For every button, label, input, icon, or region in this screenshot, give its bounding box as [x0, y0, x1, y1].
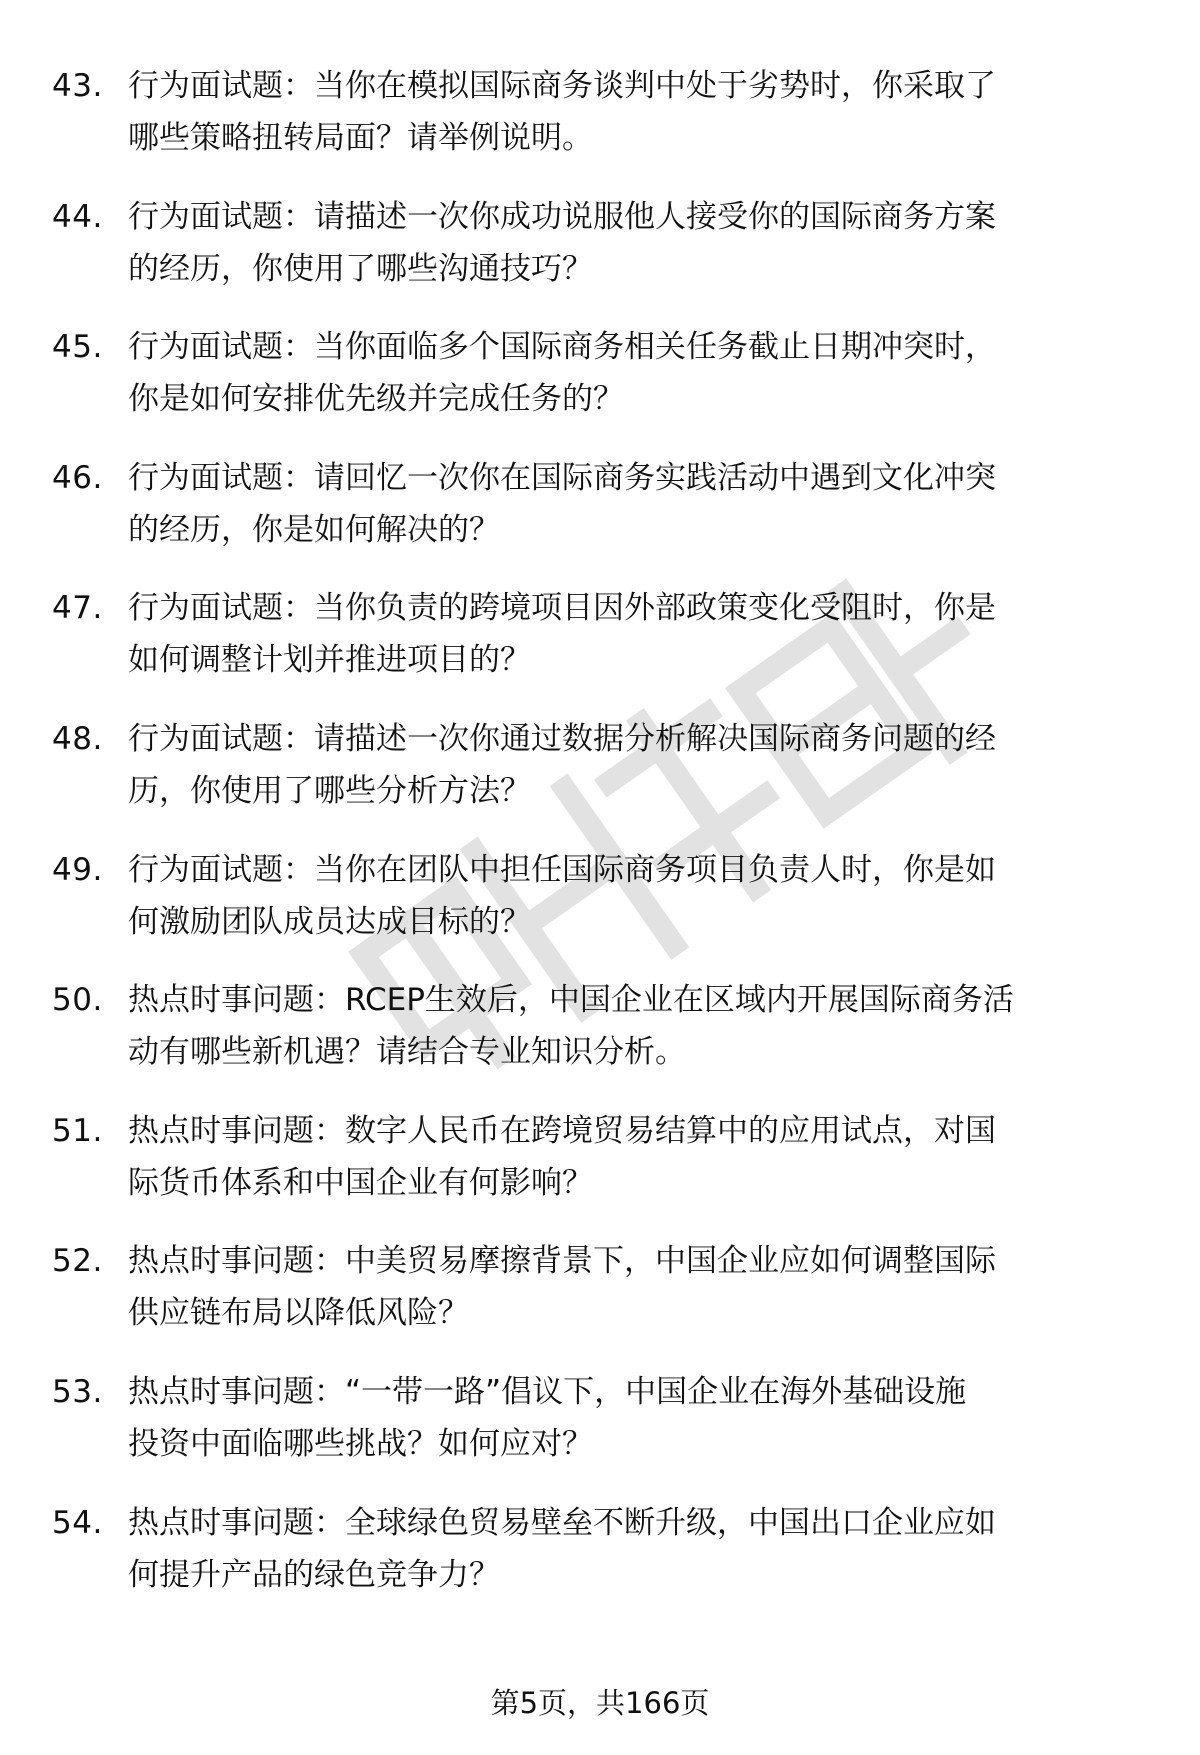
question-item	[0, 1235, 1200, 1366]
question-number: 50.	[52, 982, 103, 1019]
question-text-line: 热点时事问题：数字人民币在跨境贸易结算中的应用试点，对国	[128, 1112, 996, 1149]
question-text-line: 如何调整计划并推进项目的？	[128, 642, 531, 679]
question-item	[0, 1366, 1200, 1497]
question-item	[0, 321, 1200, 452]
question-number: 48.	[52, 720, 103, 757]
question-text	[128, 321, 1148, 425]
question-text-line: 行为面试题：请回忆一次你在国际商务实践活动中遇到文化冲突	[128, 459, 996, 496]
question-number: 53.	[52, 1373, 103, 1410]
question-number: 54.	[52, 1504, 103, 1541]
question-text-line: 行为面试题：当你在团队中担任国际商务项目负责人时，你是如	[128, 851, 996, 888]
question-text-line: 你是如何安排优先级并完成任务的？	[128, 381, 624, 418]
question-text-line: 行为面试题：请描述一次你成功说服他人接受你的国际商务方案	[128, 198, 996, 235]
question-text-line: 何提升产品的绿色竞争力？	[128, 1556, 500, 1593]
question-text-line: 供应链布局以降低风险？	[128, 1295, 469, 1332]
page-footer: 第5页，共166页	[490, 1686, 710, 1720]
question-text-line: 投资中面临哪些挑战？如何应对？	[128, 1425, 593, 1462]
question-text	[128, 60, 1148, 164]
question-text	[128, 1497, 1148, 1601]
question-item	[0, 191, 1200, 322]
question-item	[0, 844, 1200, 975]
question-text	[128, 844, 1148, 948]
question-text	[128, 452, 1148, 556]
question-number: 44.	[52, 198, 103, 235]
question-text	[128, 1105, 1148, 1209]
question-text	[128, 191, 1148, 295]
question-text-line: 行为面试题：当你面临多个国际商务相关任务截止日期冲突时，	[128, 329, 996, 366]
question-text-line: 行为面试题：当你在模拟国际商务谈判中处于劣势时，你采取了	[128, 68, 996, 104]
question-item	[0, 974, 1200, 1105]
question-number: 43.	[52, 68, 103, 104]
question-item	[0, 1497, 1200, 1628]
question-number: 46.	[52, 459, 103, 496]
question-text-line: 何激励团队成员达成目标的？	[128, 903, 531, 940]
question-number: 45.	[52, 329, 103, 366]
question-text-line: 行为面试题：当你负责的跨境项目因外部政策变化受阻时，你是	[128, 590, 996, 627]
question-text-line: 热点时事问题：RCEP生效后，中国企业在区域内开展国际商务活	[128, 982, 1014, 1019]
question-text-line: 的经历，你使用了哪些沟通技巧？	[128, 250, 593, 287]
question-text-line: 际货币体系和中国企业有何影响？	[128, 1164, 593, 1201]
question-text-line: 历，你使用了哪些分析方法？	[128, 772, 531, 809]
question-number: 52.	[52, 1243, 103, 1280]
question-text	[128, 974, 1148, 1078]
question-number: 51.	[52, 1112, 103, 1149]
question-text	[128, 713, 1148, 817]
question-item	[0, 713, 1200, 844]
question-text-line: 的经历，你是如何解决的？	[128, 511, 500, 548]
question-text-line: 热点时事问题：“一带一路”倡议下，中国企业在海外基础设施	[128, 1373, 967, 1410]
question-text-line: 哪些策略扭转局面？请举例说明。	[128, 120, 593, 156]
question-item	[0, 60, 1200, 191]
question-text-line: 行为面试题：请描述一次你通过数据分析解决国际商务问题的经	[128, 720, 996, 757]
question-text-line: 热点时事问题：中美贸易摩擦背景下，中国企业应如何调整国际	[128, 1243, 996, 1280]
question-number: 49.	[52, 851, 103, 888]
question-text	[128, 1235, 1148, 1339]
question-text-line: 热点时事问题：全球绿色贸易壁垒不断升级，中国出口企业应如	[128, 1504, 996, 1541]
question-item	[0, 452, 1200, 583]
question-text	[128, 1366, 1148, 1470]
question-text-line: 动有哪些新机遇？请结合专业知识分析。	[128, 1034, 686, 1071]
question-text	[128, 582, 1148, 686]
question-list	[0, 60, 1200, 1627]
question-item	[0, 1105, 1200, 1236]
question-number: 47.	[52, 590, 103, 627]
question-item	[0, 582, 1200, 713]
